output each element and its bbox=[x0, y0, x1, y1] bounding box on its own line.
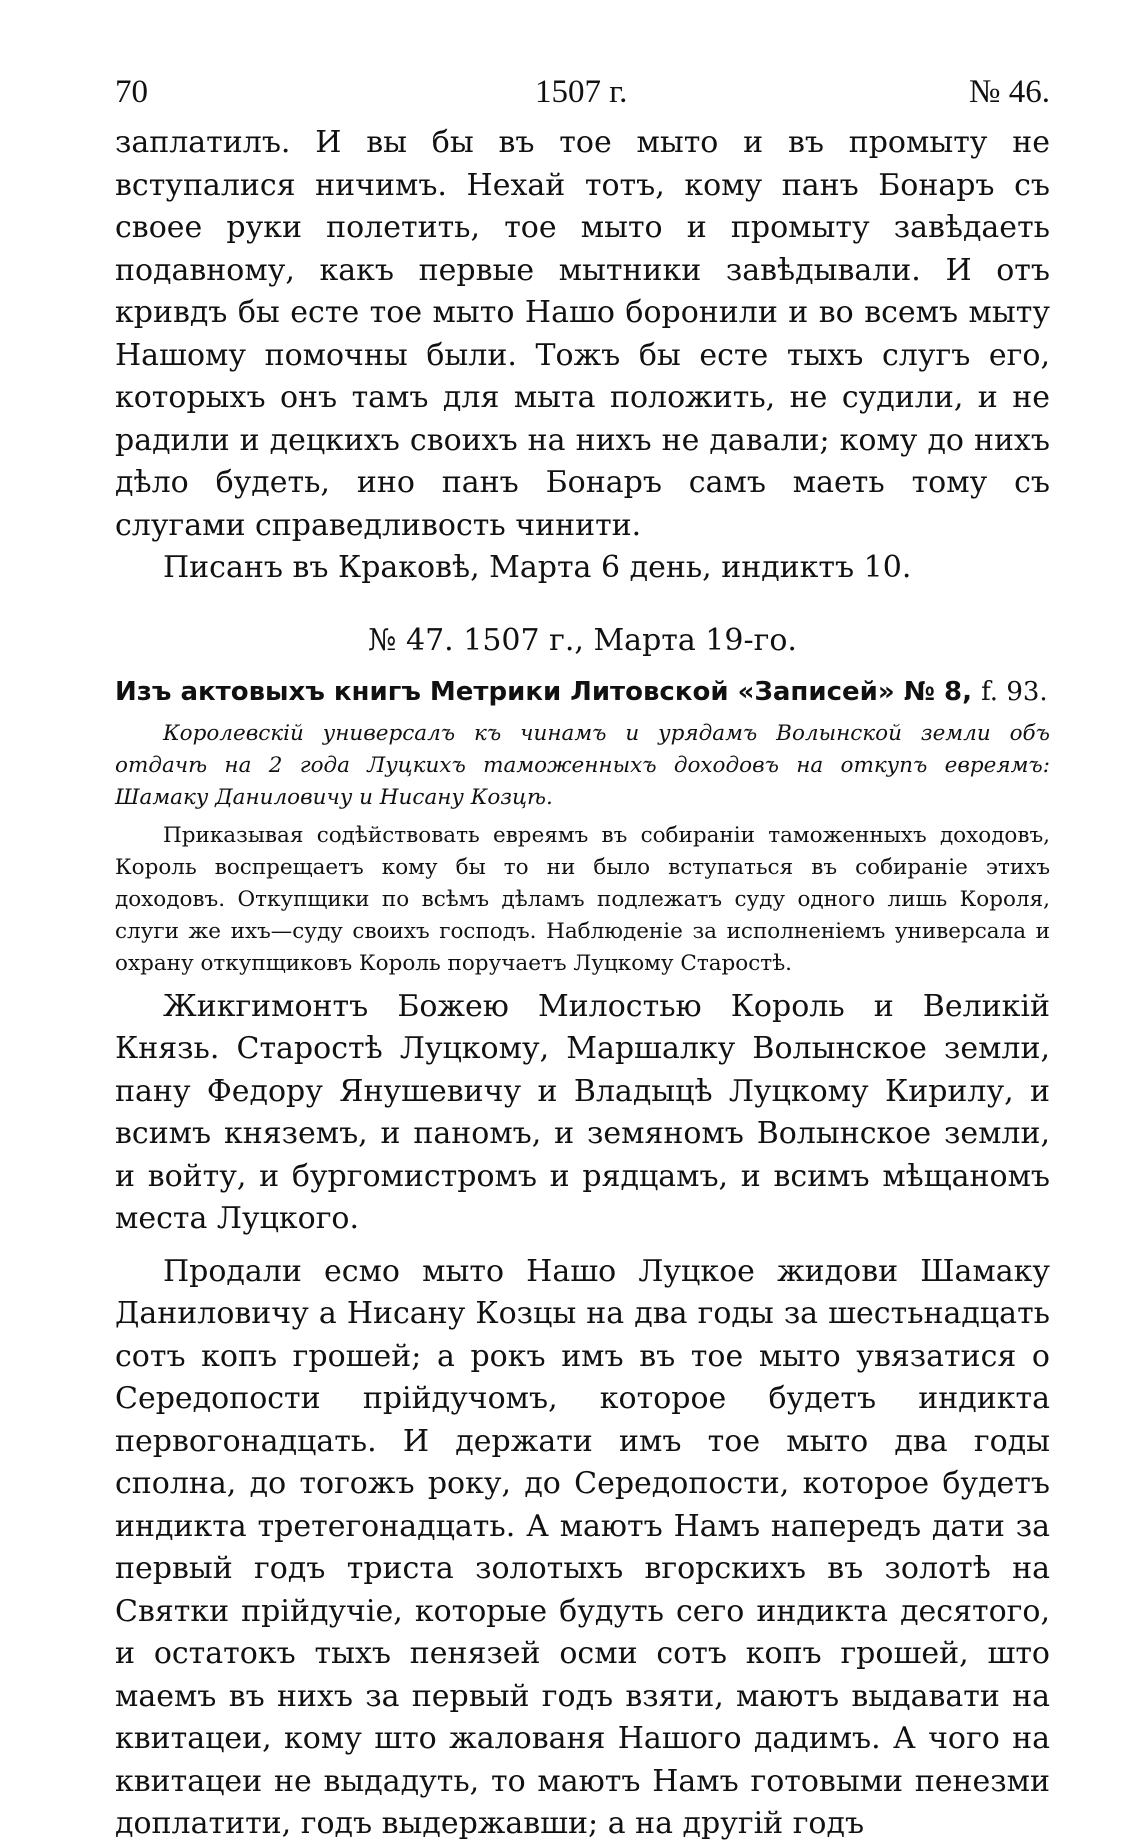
page-header bbox=[115, 62, 1050, 122]
archival-source-title: Изъ актовыхъ книгъ Метрики Литовской «Записей» № 8, bbox=[115, 676, 973, 707]
previous-document-dateline: Писанъ въ Краковѣ, Марта 6 день, индиктъ 10. bbox=[163, 550, 912, 585]
document-heading: № 47. 1507 г., Марта 19-го. bbox=[368, 622, 797, 658]
document-regest: Приказывая содѣйствовать евреямъ въ собираніи таможенныхъ доходовъ, Король воспрещаетъ кому бы то ни было вступаться въ собираніе этихъ доходовъ. Откупщики по всѣмъ дѣламъ подлежатъ суду одного лишь Короля, слуги же ихъ—суду своихъ господъ. Наблюденіе за исполненіемъ универсала и охрану откупщиковъ Король поручаетъ Луцкому Старостѣ. bbox=[115, 822, 1050, 976]
document-text-paragraph-1: Жикгимонтъ Божею Милостью Король и Великій Князь. Старостѣ Луцкому, Маршалку Волынское земли, пану Федору Янушевичу и Владыцѣ Луцкому Кирилу, и всимъ княземъ, и паномъ, и земяномъ Волынское земли, и войту, и бургомистромъ и рядцамъ, и всимъ мѣщаномъ места Луцкого. bbox=[115, 988, 1050, 1236]
document-text-paragraph-2: Продали есмо мыто Нашо Луцкое жидови Шамаку Даниловичу а Нисану Козцы на два годы за шестьнадцать сотъ копъ грошей; а рокъ имъ въ тое мыто увязатися о Середопости прійдучомъ, которое будетъ индикта первогонадцать. И держати имъ тое мыто два годы сполна, до тогожъ року, до Середопости, которое будетъ индикта третегонадцать. А маютъ Намъ напередъ дати за первый годъ триста золотыхъ вгорскихъ въ золотѣ на Святки прійдучіе, которые будуть сего индикта десятого, и остатокъ тыхъ пенязей осми сотъ копъ грошей, што маемъ въ нихъ за первый годъ взяти, маютъ выдавати на квитацеи, кому што жалованя Нашого дадимъ. А чого на квитацеи не выдадуть, то маютъ Намъ готовыми пенезми доплатити, годъ выдержавши; а на другій годъ bbox=[115, 1253, 1050, 1841]
running-doc-number: № 46. bbox=[969, 74, 1050, 110]
archival-source-folio: f. 93. bbox=[981, 676, 1048, 707]
previous-document-continuation: заплатилъ. И вы бы въ тое мыто и въ промыту не вступалися ничимъ. Нехай тотъ, кому панъ Бонаръ съ своее руки полетить, тое мыто и промыту завѣдаеть подавному, какъ первые мытники завѣдывали. И отъ кривдъ бы есте тое мыто Нашо боронили и во всемъ мыту Нашому помочны были. Тожъ бы есте тыхъ слугъ его, которыхъ онъ тамъ для мыта положить, не судили, и не радили и децкихъ своихъ на нихъ не давали; кому до нихъ дѣло будеть, ино панъ Бонаръ самъ маеть тому съ слугами справедливость чинити. bbox=[115, 125, 1050, 543]
page-number: 70 bbox=[115, 74, 148, 110]
archival-source bbox=[115, 670, 1050, 714]
running-year: 1507 г. bbox=[535, 74, 628, 110]
book-page bbox=[115, 62, 1050, 1846]
document-summary: Королевскій универсалъ къ чинамъ и урядамъ Волынской земли объ отдачѣ на 2 года Луцкихъ таможенныхъ доходовъ на откупъ евреямъ: Шамаку Даниловичу и Нисану Козцѣ. bbox=[115, 720, 1050, 810]
